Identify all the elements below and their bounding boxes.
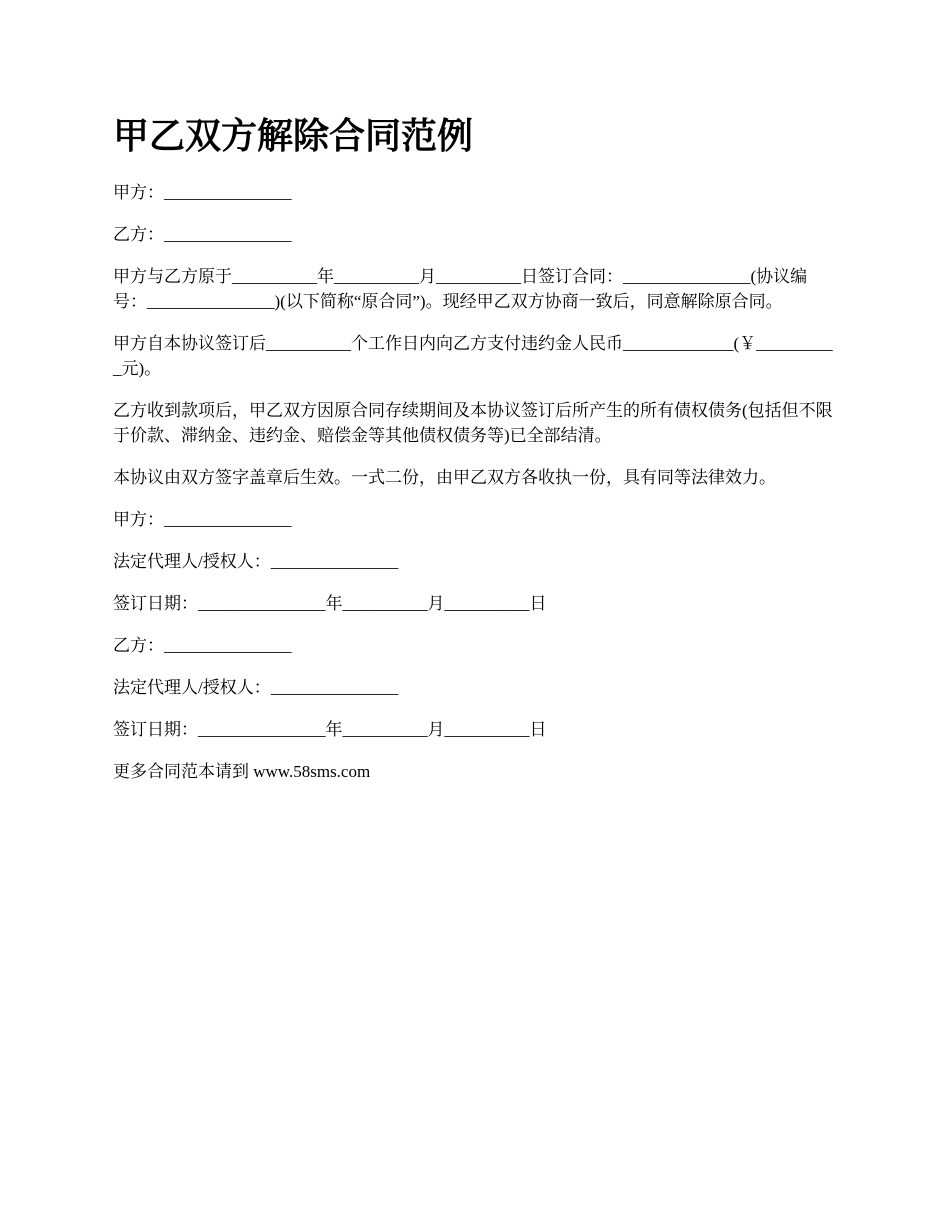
- party-a-signature: 甲方：_______________: [113, 510, 292, 529]
- party-b-representative: 法定代理人/授权人：_______________: [113, 678, 399, 697]
- more-templates-footer: 更多合同范本请到 www.58sms.com: [113, 762, 371, 781]
- penalty-payment-clause: 甲方自本协议签订后__________个工作日内向乙方支付违约金人民币_____________(￥__________元)。: [113, 334, 833, 378]
- party-b-signature: 乙方：_______________: [113, 636, 292, 655]
- party-a-line: 甲方：_______________: [113, 183, 292, 202]
- party-b-sign-date: 签订日期：_______________年__________月__________日: [113, 720, 547, 739]
- effectiveness-clause: 本协议由双方签字盖章后生效。一式二份，由甲乙双方各收执一份，具有同等法律效力。: [113, 468, 776, 487]
- original-contract-clause: 甲方与乙方原于__________年__________月__________日签订合同：_______________(协议编号：_______________)(以下简称“原合同”)。现经甲乙双方协商一致后，同意解除原合同。: [113, 267, 808, 311]
- settlement-clause: 乙方收到款项后，甲乙双方因原合同存续期间及本协议签订后所产生的所有债权债务(包括但不限于价款、滞纳金、违约金、赔偿金等其他债权债务等)已全部结清。: [113, 401, 833, 445]
- party-a-sign-date: 签订日期：_______________年__________月__________日: [113, 594, 547, 613]
- document-title: 甲乙双方解除合同范例: [113, 116, 474, 157]
- party-b-line: 乙方：_______________: [113, 225, 292, 244]
- party-a-representative: 法定代理人/授权人：_______________: [113, 552, 399, 571]
- document-page: [113, 112, 839, 801]
